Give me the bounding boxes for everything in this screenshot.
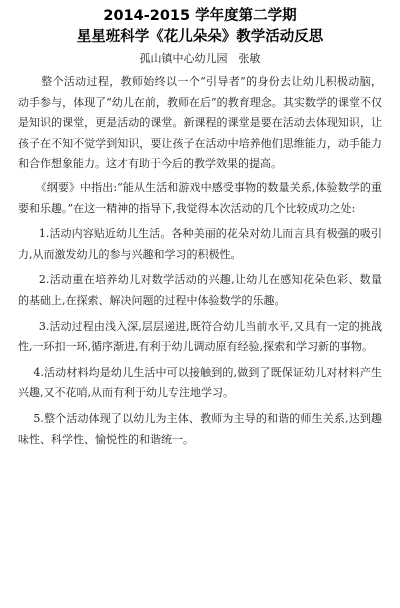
paragraph-point-2: 2.活动重在培养幼儿对数学活动的兴趣,让幼儿在感知花朵色彩、数量的基础上,在探索、解决问题的过程中体验数学的乐趣。 — [18, 273, 382, 307]
document-author: 孤山镇中心幼儿园 张敏 — [139, 52, 261, 65]
paragraph-point-5: 5.整个活动体现了以幼儿为主体、教师为主导的和谐的师生关系,达到趣味性、科学性、愉悦性的和谐统一。 — [18, 411, 382, 446]
paragraph-point-1: 1.活动内容贴近幼儿生活。各种美丽的花朵对幼儿而言具有极强的吸引力,从而激发幼儿的参与兴趣和学习的积极性。 — [18, 227, 382, 261]
paragraph-point-3: 3.活动过程由浅入深,层层递进,既符合幼儿当前水平,又具有一定的挑战性,一环扣一环,循序渐进,有利于幼儿调动原有经验,探索和学习新的事物。 — [18, 319, 382, 354]
document-title: 星星班科学《花儿朵朵》教学活动反思 — [76, 29, 324, 45]
paragraph-guideline: 《纲要》中指出:“能从生活和游戏中感受事物的数量关系,体验数学的重要和乐趣。”在这一精神的指导下,我觉得本次活动的几个比较成功之处: — [18, 180, 382, 215]
document-title-year: 2014-2015 学年度第二学期 — [103, 8, 297, 24]
paragraph-intro: 整个活动过程，教师始终以一个“引导者”的身份去让幼儿积极动脑，动手参与，体现了“幼儿在前，教师在后”的教育理念。其实数学的课堂不仅是知识的课堂，更是活动的课堂。新课程的课堂是要在活动去体现知识，让孩子在不知不觉学到知识，要让孩子在活动中培养他们思维能力，动手能力和合作想象能力。这才有助于今后的教学效果的提高。 — [18, 75, 382, 171]
paragraph-point-4: 4.活动材料均是幼儿生活中可以接触到的,做到了既保证幼儿对材料产生兴趣,又不花哨,从而有利于幼儿专注地学习。 — [18, 365, 382, 400]
